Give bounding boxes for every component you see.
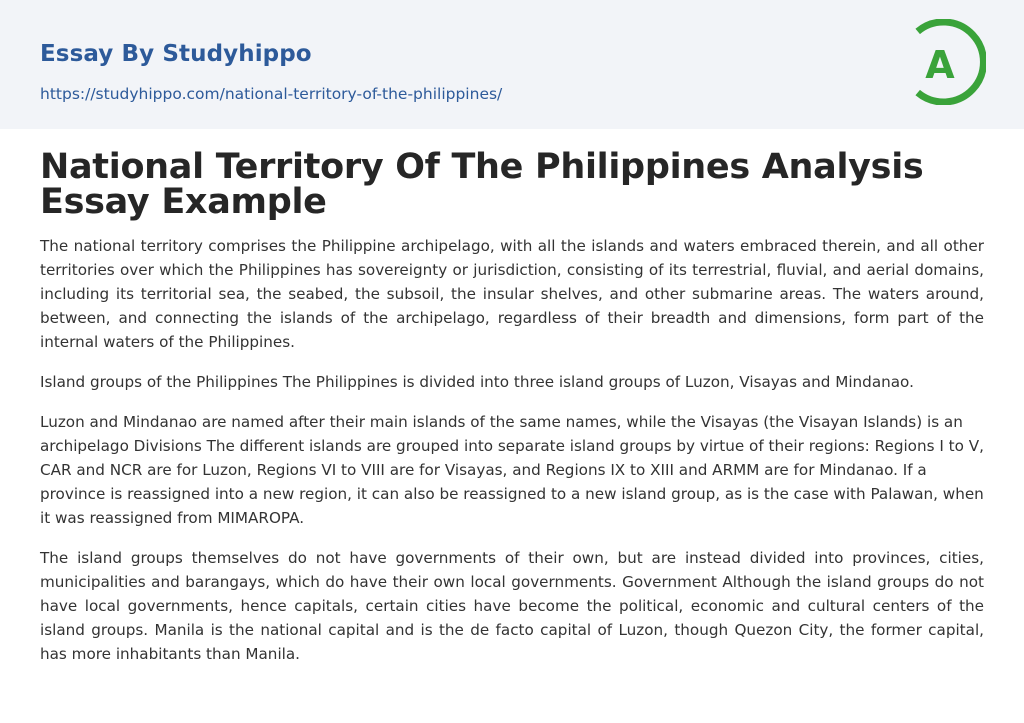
studyhippo-a-logo-icon[interactable]	[912, 19, 986, 105]
paragraph-1: The national territory comprises the Philippine archipelago, with all the islands and waters embraced therein, and all other territories over which the Philippines has sovereignty or jurisdiction, consisting of its terrestrial, fluvial, and aerial domains, including its territorial sea, the seabed, the subsoil, the insular shelves, and other submarine areas. The waters around, between, and connecting the islands of the archipelago, regardless of their breadth and dimensions, form part of the internal waters of the Philippines.	[40, 237, 984, 351]
logo-letter: A	[925, 43, 955, 87]
paragraph-4: The island groups themselves do not have governments of their own, but are instead divided into provinces, cities, municipalities and barangays, which do have their own local governments. Government Although the island groups do not have local governments, hence capitals, certain cities have become the political, economic and cultural centers of the island groups. Manila is the national capital and is the de facto capital of Luzon, though Quezon City, the former capital, has more inhabitants than Manila.	[40, 549, 984, 663]
site-brand[interactable]: Essay By Studyhippo	[40, 41, 312, 67]
paragraph-3: Luzon and Mindanao are named after their main islands of the same names, while the Visayas (the Visayan Islands) is an archipelago Divisions The different islands are grouped into separate island groups by virtue of their regions: Regions I to V, CAR and NCR are for Luzon, Regions VI to VIII are for Visayas, and Regions IX to XIII and ARMM are for Mindanao. If a province is reassigned into a new region, it can also be reassigned to a new island group, as is the case with Palawan, when it was reassigned from MIMAROPA.	[40, 413, 984, 527]
article-title-line-1: National Territory Of The Philippines Analysis	[40, 147, 924, 187]
site-header	[0, 0, 1024, 129]
article-title	[40, 147, 984, 222]
article-title-line-2: Essay Example	[40, 182, 327, 222]
paragraph-2: Island groups of the Philippines The Philippines is divided into three island groups of Luzon, Visayas and Mindanao.	[40, 373, 914, 391]
article	[0, 147, 1024, 666]
source-url-link[interactable]: https://studyhippo.com/national-territory-of-the-philippines/	[40, 85, 503, 103]
